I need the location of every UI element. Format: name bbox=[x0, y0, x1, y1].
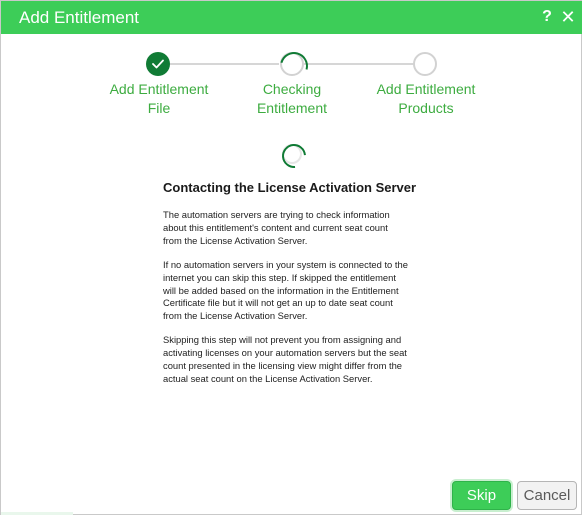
dialog-titlebar bbox=[1, 1, 582, 34]
step-in-progress-indicator bbox=[280, 52, 304, 76]
skip-button[interactable]: Skip bbox=[452, 481, 511, 510]
content-heading: Contacting the License Activation Server bbox=[163, 180, 417, 195]
step-label-add-entitlement-file bbox=[89, 80, 229, 118]
step-label-checking-entitlement bbox=[222, 80, 362, 118]
content-paragraph: Skipping this step will not prevent you from assigning and activating licenses on your automation servers but the seat count presented in the licensing view might differ from the actual seat count on the License Activation Server. bbox=[163, 334, 407, 384]
step-connector-2 bbox=[304, 63, 414, 65]
dialog-title: Add Entitlement bbox=[19, 8, 140, 27]
help-icon[interactable]: ? bbox=[542, 8, 552, 25]
check-icon bbox=[152, 59, 164, 69]
step-pending-indicator bbox=[413, 52, 437, 76]
dialog-content bbox=[163, 179, 417, 397]
step-label-line: Entitlement bbox=[256, 100, 328, 116]
cancel-button[interactable]: Cancel bbox=[517, 481, 577, 510]
step-connector-1 bbox=[170, 63, 279, 65]
content-paragraph: The automation servers are trying to check information about this entitlement's content and current seat count from the License Activation Server. bbox=[163, 209, 390, 246]
step-label-line: Add Entitlement bbox=[109, 81, 209, 97]
step-label-line: Checking bbox=[262, 81, 322, 97]
content-paragraph: If no automation servers in your system is connected to the internet you can skip this step. If skipped the entitlement will be added based on the information in the Entitlement Certificate file but it will not get an up to date seat count from the License Activation Server. bbox=[163, 258, 408, 322]
step-label-line: Products bbox=[398, 100, 454, 116]
step-completed-indicator bbox=[146, 52, 170, 76]
step-label-add-entitlement-products bbox=[356, 80, 496, 118]
step-label-line: Add Entitlement bbox=[376, 81, 476, 97]
step-label-line: File bbox=[147, 100, 171, 116]
loading-spinner-icon bbox=[282, 144, 302, 164]
close-icon[interactable]: ✕ bbox=[560, 7, 576, 27]
